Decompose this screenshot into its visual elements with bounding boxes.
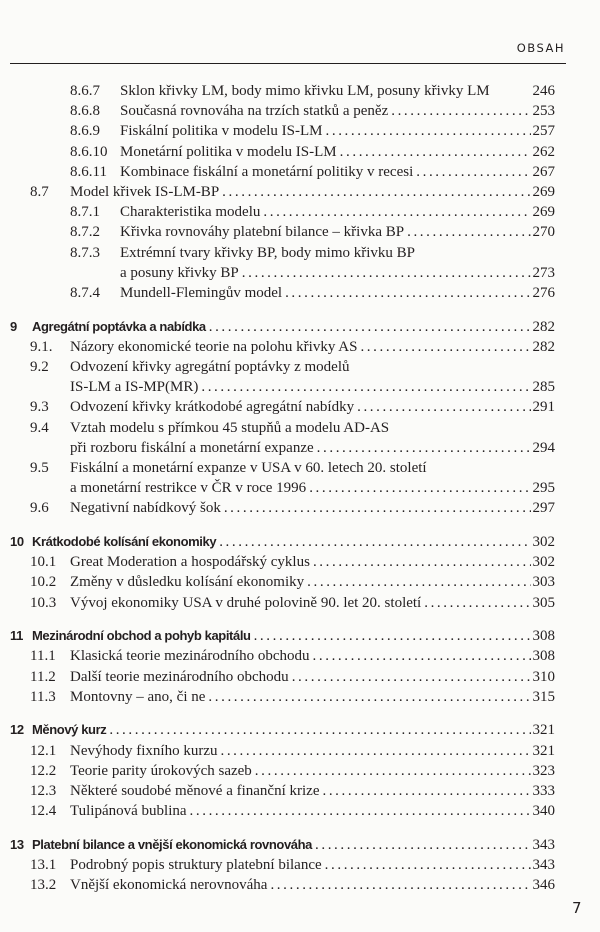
entry-page: 305 <box>532 594 555 611</box>
toc-entry[interactable] <box>0 397 600 417</box>
entry-line <box>70 377 555 397</box>
entry-number: 13.1 <box>30 857 57 874</box>
dot-leader <box>282 283 530 303</box>
entry-page: 257 <box>532 123 555 140</box>
dot-leader <box>404 222 530 242</box>
entry-line <box>70 438 555 458</box>
toc-entry[interactable] <box>0 667 600 687</box>
entry-title: Model křivek IS-LM-BP <box>70 183 220 200</box>
entry-page: 285 <box>532 379 555 396</box>
entry-title: Platební bilance a vnější ekonomická rovnováha <box>32 836 312 852</box>
entry-page: 302 <box>532 533 555 550</box>
entry-number: 12.1 <box>30 742 57 759</box>
entry-line <box>70 875 555 895</box>
entry-page: 295 <box>532 480 555 497</box>
dot-leader <box>239 263 531 283</box>
entry-page: 262 <box>532 143 555 160</box>
entry-page: 308 <box>532 628 555 645</box>
entry-number: 9.5 <box>30 459 49 476</box>
entry-title: Extrémní tvary křivky BP, body mimo křivku BP <box>120 244 415 261</box>
entry-line <box>70 781 555 801</box>
entry-line <box>70 855 555 875</box>
toc-entry[interactable] <box>0 855 600 875</box>
toc-entry[interactable] <box>0 875 600 895</box>
entry-line <box>120 243 555 263</box>
entry-title: Fiskální politika v modelu IS-LM <box>120 123 323 140</box>
entry-line <box>120 81 555 101</box>
chapter-entry[interactable] <box>0 317 600 337</box>
entry-number: 11 <box>10 628 23 644</box>
entry-line <box>120 263 555 283</box>
entry-number: 9.4 <box>30 419 49 436</box>
entry-title: Podrobný popis struktury platební bilance <box>70 857 322 874</box>
entry-title: Odvození křivky krátkodobé agregátní nabídky <box>70 399 355 416</box>
entry-number: 8.6.7 <box>70 83 100 99</box>
entry-line <box>120 142 555 162</box>
entry-title: Montovny – ano, či ne <box>70 688 206 705</box>
entry-number: 12 <box>10 722 24 738</box>
entry-page: 315 <box>532 688 555 705</box>
toc-entry[interactable] <box>0 741 600 761</box>
entry-line <box>32 835 555 855</box>
toc-entry[interactable] <box>0 81 600 101</box>
toc-entry[interactable] <box>0 202 600 222</box>
entry-title: Odvození křivky agregátní poptávky z modelů <box>70 358 350 375</box>
entry-number: 11.2 <box>30 668 56 685</box>
dot-leader <box>205 687 530 707</box>
dot-leader <box>310 646 531 666</box>
entry-number: 13.2 <box>30 877 57 894</box>
entry-number: 12.4 <box>30 803 57 820</box>
entry-page: 294 <box>532 439 555 456</box>
entry-number: 8.7.2 <box>70 224 100 241</box>
entry-page: 303 <box>532 574 555 591</box>
entry-title: IS-LM a IS-MP(MR) <box>70 379 199 396</box>
entry-page: 270 <box>532 224 555 241</box>
toc-entry[interactable] <box>0 263 600 283</box>
entry-number: 8.6.9 <box>70 123 100 140</box>
entry-title: Křivka rovnováhy platební bilance – křivka BP <box>120 224 405 241</box>
chapter-entry[interactable] <box>0 720 600 740</box>
entry-page: 323 <box>532 762 555 779</box>
entry-page: 297 <box>532 500 555 517</box>
dot-leader <box>388 101 530 121</box>
dot-leader <box>106 720 530 740</box>
entry-page: 343 <box>532 836 555 853</box>
entry-title: Great Moderation a hospodářský cyklus <box>70 554 310 571</box>
entry-line <box>70 418 555 438</box>
dot-leader <box>304 572 530 592</box>
dot-leader <box>306 478 530 498</box>
dot-leader <box>251 626 531 646</box>
entry-number: 11.1 <box>30 648 56 665</box>
dot-leader <box>187 801 531 821</box>
entry-title: a monetární restrikce v ČR v roce 1996 <box>70 480 307 497</box>
entry-line <box>120 162 555 182</box>
running-header: OBSAH <box>516 41 565 55</box>
entry-page: 282 <box>532 318 555 335</box>
dot-leader <box>322 855 531 875</box>
toc-entry[interactable] <box>0 121 600 141</box>
dot-leader <box>216 532 530 552</box>
entry-title: Mezinárodní obchod a pohyb kapitálu <box>32 628 251 644</box>
dot-leader <box>357 337 530 357</box>
dot-leader <box>323 121 531 141</box>
entry-title: Některé soudobé měnové a finanční krize <box>70 783 320 799</box>
page-number: 7 <box>572 899 582 917</box>
chapter-entry[interactable] <box>0 532 600 552</box>
dot-leader <box>314 438 531 458</box>
toc-entry[interactable] <box>0 377 600 397</box>
entry-page: 269 <box>532 204 555 221</box>
entry-page: 321 <box>532 722 555 739</box>
entry-number: 10 <box>10 533 24 549</box>
chapter-entry[interactable] <box>0 626 600 646</box>
entry-line <box>70 478 555 498</box>
entry-line <box>70 498 555 518</box>
entry-page: 276 <box>532 284 555 301</box>
entry-title: Klasická teorie mezinárodního obchodu <box>70 648 310 665</box>
entry-line <box>32 317 555 337</box>
dot-leader <box>312 835 531 855</box>
entry-title: Negativní nabídkový šok <box>70 500 221 517</box>
toc-entry[interactable] <box>0 572 600 592</box>
entry-line <box>70 667 555 687</box>
entry-number: 9.3 <box>30 399 49 416</box>
toc-entry[interactable] <box>0 182 600 202</box>
toc-entry[interactable] <box>0 101 600 121</box>
entry-title: při rozboru fiskální a monetární expanze <box>70 439 314 456</box>
entry-line <box>120 222 555 242</box>
chapter-entry[interactable] <box>0 835 600 855</box>
toc-entry[interactable] <box>0 498 600 518</box>
entry-line <box>120 202 555 222</box>
entry-title: Vztah modelu s přímkou 45 stupňů a modelu AD-AS <box>70 419 390 436</box>
entry-number: 8.7.4 <box>70 284 100 301</box>
toc-entry[interactable] <box>0 781 600 801</box>
entry-title: Teorie parity úrokových sazeb <box>70 762 252 779</box>
entry-title: Kombinace fiskální a monetární politiky v recesi <box>120 163 414 180</box>
entry-title: Současná rovnováha na trzích statků a peněz <box>120 103 389 120</box>
dot-leader <box>252 761 531 781</box>
entry-page: 321 <box>532 742 555 759</box>
entry-page: 282 <box>532 338 555 355</box>
entry-line <box>70 458 555 478</box>
entry-number: 9.1. <box>30 338 53 355</box>
entry-page: 310 <box>532 668 555 685</box>
entry-line <box>70 801 555 821</box>
entry-page: 343 <box>532 857 555 874</box>
dot-leader <box>337 142 531 162</box>
dot-leader <box>354 397 530 417</box>
entry-page: 267 <box>532 163 555 180</box>
entry-number: 10.1 <box>30 554 57 571</box>
entry-number: 11.3 <box>30 688 56 705</box>
entry-number: 8.6.11 <box>70 163 107 180</box>
entry-title: Další teorie mezinárodního obchodu <box>70 668 289 685</box>
entry-page: 333 <box>532 783 555 799</box>
dot-leader <box>421 593 530 613</box>
entry-number: 13 <box>10 836 24 852</box>
dot-leader <box>206 317 531 337</box>
entry-page: 346 <box>532 877 555 894</box>
entry-number: 9.2 <box>30 358 49 375</box>
toc-entry[interactable] <box>0 761 600 781</box>
toc-entry[interactable] <box>0 222 600 242</box>
entry-line <box>32 626 555 646</box>
entry-page: 308 <box>532 648 555 665</box>
entry-title: Agregátní poptávka a nabídka <box>32 318 206 334</box>
header-rule <box>10 63 566 64</box>
dot-leader <box>289 667 531 687</box>
entry-number: 8.7.1 <box>70 204 100 221</box>
entry-title: Mundell-Flemingův model <box>120 284 283 301</box>
entry-page: 269 <box>532 183 555 200</box>
toc-entry[interactable] <box>0 458 600 478</box>
entry-number: 8.6.8 <box>70 103 100 120</box>
entry-title: Vnější ekonomická nerovnováha <box>70 877 268 894</box>
entry-title: Sklon křivky LM, body mimo křivku LM, posuny křivky LM <box>120 83 490 99</box>
entry-line <box>70 572 555 592</box>
entry-number: 10.3 <box>30 594 57 611</box>
toc-entry[interactable] <box>0 142 600 162</box>
entry-line <box>120 121 555 141</box>
entry-number: 9 <box>10 318 17 334</box>
toc-entry[interactable] <box>0 337 600 357</box>
entry-line <box>70 646 555 666</box>
toc-entry[interactable] <box>0 593 600 613</box>
entry-line <box>32 532 555 552</box>
entry-number: 9.6 <box>30 500 49 517</box>
entry-page: 246 <box>532 83 555 99</box>
entry-title: Měnový kurz <box>32 722 107 738</box>
toc-entry[interactable] <box>0 418 600 438</box>
dot-leader <box>221 498 531 518</box>
entry-line <box>70 741 555 761</box>
entry-line <box>70 552 555 572</box>
entry-title: Charakteristika modelu <box>120 204 261 221</box>
entry-number: 10.2 <box>30 574 57 591</box>
toc-entry[interactable] <box>0 357 600 377</box>
dot-leader <box>267 875 530 895</box>
entry-line <box>32 720 555 740</box>
entry-title: Názory ekonomické teorie na polohu křivky AS <box>70 338 358 355</box>
dot-leader <box>413 162 530 182</box>
entry-line <box>120 101 555 121</box>
entry-title: Vývoj ekonomiky USA v druhé polovině 90. let 20. století <box>70 594 422 611</box>
entry-line <box>70 593 555 613</box>
entry-page: 291 <box>532 399 555 416</box>
entry-line <box>70 337 555 357</box>
entry-line <box>70 182 555 202</box>
entry-number: 12.3 <box>30 783 57 799</box>
toc-entry[interactable] <box>0 552 600 572</box>
toc-entry[interactable] <box>0 646 600 666</box>
toc-entry[interactable] <box>0 283 600 303</box>
toc-entry[interactable] <box>0 801 600 821</box>
entry-title: Krátkodobé kolísání ekonomiky <box>32 533 217 549</box>
dot-leader <box>198 377 530 397</box>
toc-entry[interactable] <box>0 687 600 707</box>
dot-leader <box>319 781 530 801</box>
entry-page: 273 <box>532 264 555 281</box>
entry-page: 302 <box>532 554 555 571</box>
entry-title: Změny v důsledku kolísání ekonomiky <box>70 574 305 591</box>
entry-number: 8.7 <box>30 183 49 200</box>
entry-line <box>70 761 555 781</box>
entry-number: 8.7.3 <box>70 244 100 261</box>
dot-leader <box>219 182 530 202</box>
entry-number: 8.6.10 <box>70 143 108 160</box>
entry-page: 340 <box>532 803 555 820</box>
toc-entry[interactable] <box>0 438 600 458</box>
dot-leader <box>310 552 531 572</box>
entry-title: Monetární politika v modelu IS-LM <box>120 143 337 160</box>
toc-entry[interactable] <box>0 243 600 263</box>
entry-line <box>70 357 555 377</box>
dot-leader <box>217 741 530 761</box>
table-of-contents <box>0 81 600 895</box>
entry-line <box>70 687 555 707</box>
entry-line <box>70 397 555 417</box>
entry-number: 12.2 <box>30 762 57 779</box>
entry-title: Nevýhody fixního kurzu <box>70 742 218 759</box>
entry-page: 253 <box>532 103 555 120</box>
toc-entry[interactable] <box>0 478 600 498</box>
entry-title: Fiskální a monetární expanze v USA v 60. letech 20. století <box>70 459 427 476</box>
entry-title: a posuny křivky BP <box>120 264 239 281</box>
entry-title: Tulipánová bublina <box>70 803 187 820</box>
dot-leader <box>260 202 530 222</box>
entry-line <box>120 283 555 303</box>
toc-entry[interactable] <box>0 162 600 182</box>
